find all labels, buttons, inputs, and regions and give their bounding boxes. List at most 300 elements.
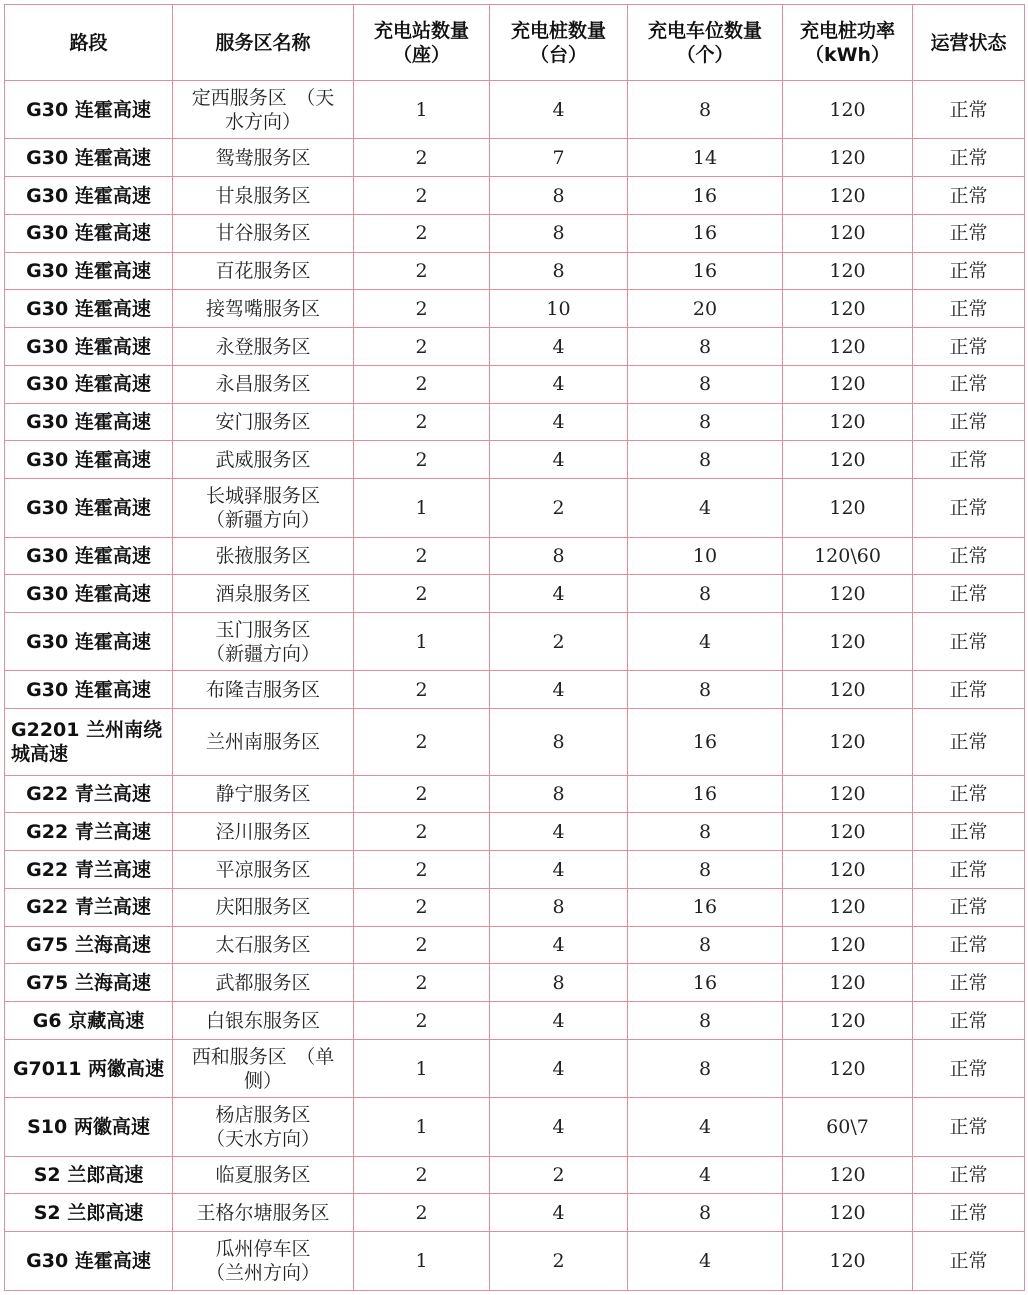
service-area-cell xyxy=(173,775,354,813)
status-cell: 正常 xyxy=(913,775,1025,813)
table-row xyxy=(5,328,1025,366)
service-area-cell xyxy=(173,709,354,775)
road-cell xyxy=(5,964,173,1002)
header-label: （座） xyxy=(392,43,450,66)
pile-count-cell: 8 xyxy=(490,709,628,775)
space-count-cell: 4 xyxy=(628,479,783,537)
space-count-cell: 4 xyxy=(628,1156,783,1194)
table-row xyxy=(5,177,1025,215)
header-status xyxy=(913,5,1025,81)
road-cell xyxy=(5,1098,173,1156)
service-area-cell-text: 武都服务区 xyxy=(215,971,311,994)
road-cell-text: G30 连霍高速 xyxy=(26,630,151,653)
road-cell xyxy=(5,252,173,290)
station-count-cell: 2 xyxy=(354,537,490,575)
header-station-count xyxy=(354,5,490,81)
pile-count-cell: 4 xyxy=(490,575,628,613)
road-cell xyxy=(5,479,173,537)
road-cell xyxy=(5,441,173,479)
pile-count-cell: 10 xyxy=(490,290,628,328)
road-cell-text: G30 连霍高速 xyxy=(26,1250,151,1273)
table-row xyxy=(5,441,1025,479)
header-label: （台） xyxy=(529,43,587,66)
status-cell: 正常 xyxy=(913,671,1025,709)
station-count-cell: 1 xyxy=(354,613,490,671)
road-cell-text: G22 青兰高速 xyxy=(26,858,151,881)
status-cell: 正常 xyxy=(913,1232,1025,1291)
pile-count-cell: 4 xyxy=(490,1194,628,1232)
table-row xyxy=(5,613,1025,671)
service-area-cell-text: 兰州南服务区 xyxy=(205,730,320,753)
road-cell xyxy=(5,1039,173,1097)
pile-power-cell: 120 xyxy=(783,177,913,215)
service-area-cell-text: 定西服务区 （天 xyxy=(191,86,335,109)
road-cell-text: S10 两徽高速 xyxy=(27,1116,150,1139)
service-area-cell xyxy=(173,851,354,889)
status-cell: 正常 xyxy=(913,214,1025,252)
status-cell: 正常 xyxy=(913,1002,1025,1040)
space-count-cell: 8 xyxy=(628,813,783,851)
table-row xyxy=(5,365,1025,403)
pile-count-cell: 4 xyxy=(490,328,628,366)
service-area-cell-text: 武威服务区 xyxy=(215,448,311,471)
station-count-cell: 2 xyxy=(354,775,490,813)
road-cell-text: G22 青兰高速 xyxy=(26,896,151,919)
road-cell xyxy=(5,365,173,403)
table-row xyxy=(5,926,1025,964)
pile-power-cell: 120 xyxy=(783,964,913,1002)
station-count-cell: 2 xyxy=(354,1194,490,1232)
space-count-cell: 4 xyxy=(628,613,783,671)
status-cell: 正常 xyxy=(913,888,1025,926)
pile-count-cell: 8 xyxy=(490,537,628,575)
service-area-cell xyxy=(173,575,354,613)
station-count-cell: 1 xyxy=(354,1039,490,1097)
service-area-cell-text: 酒泉服务区 xyxy=(215,582,311,605)
service-area-cell xyxy=(173,888,354,926)
service-area-cell xyxy=(173,1156,354,1194)
station-count-cell: 2 xyxy=(354,709,490,775)
road-cell-text: S2 兰郎高速 xyxy=(33,1164,144,1187)
station-count-cell: 2 xyxy=(354,851,490,889)
status-cell: 正常 xyxy=(913,403,1025,441)
road-cell-text: G30 连霍高速 xyxy=(26,222,151,245)
space-count-cell: 8 xyxy=(628,81,783,139)
header-label: 运营状态 xyxy=(930,31,1007,54)
road-cell xyxy=(5,177,173,215)
service-area-cell xyxy=(173,1002,354,1040)
pile-power-cell: 120 xyxy=(783,1156,913,1194)
status-cell: 正常 xyxy=(913,328,1025,366)
service-area-cell-text: 平凉服务区 xyxy=(215,858,311,881)
road-cell-text: G30 连霍高速 xyxy=(26,373,151,396)
road-cell xyxy=(5,709,173,775)
space-count-cell: 20 xyxy=(628,290,783,328)
header-service-area xyxy=(173,5,354,81)
pile-count-cell: 4 xyxy=(490,851,628,889)
road-cell-text: G30 连霍高速 xyxy=(26,582,151,605)
space-count-cell: 8 xyxy=(628,403,783,441)
service-area-cell xyxy=(173,964,354,1002)
space-count-cell: 8 xyxy=(628,851,783,889)
service-area-cell-text: 长城驿服务区 xyxy=(205,484,320,507)
header-pile-power xyxy=(783,5,913,81)
service-area-cell-text: 王格尔塘服务区 xyxy=(196,1201,330,1224)
space-count-cell: 4 xyxy=(628,1098,783,1156)
pile-power-cell: 120 xyxy=(783,613,913,671)
road-cell-text: G22 青兰高速 xyxy=(26,820,151,843)
pile-count-cell: 8 xyxy=(490,177,628,215)
service-area-cell-text: 临夏服务区 xyxy=(215,1164,311,1187)
pile-power-cell: 120 xyxy=(783,252,913,290)
service-area-cell xyxy=(173,252,354,290)
status-cell: 正常 xyxy=(913,365,1025,403)
service-area-cell-text: 布隆吉服务区 xyxy=(205,678,320,701)
pile-power-cell: 120 xyxy=(783,1039,913,1097)
road-cell-text: G30 连霍高速 xyxy=(26,411,151,434)
road-cell xyxy=(5,671,173,709)
status-cell: 正常 xyxy=(913,813,1025,851)
pile-power-cell: 120 xyxy=(783,671,913,709)
road-cell-text: G2201 兰州南绕 xyxy=(11,718,163,741)
station-count-cell: 2 xyxy=(354,671,490,709)
pile-power-cell: 120 xyxy=(783,1194,913,1232)
pile-power-cell: 120 xyxy=(783,709,913,775)
header-label: 服务区名称 xyxy=(215,31,311,54)
status-cell: 正常 xyxy=(913,252,1025,290)
pile-count-cell: 4 xyxy=(490,403,628,441)
pile-power-cell: 120 xyxy=(783,81,913,139)
service-area-cell xyxy=(173,328,354,366)
station-count-cell: 2 xyxy=(354,365,490,403)
station-count-cell: 2 xyxy=(354,964,490,1002)
pile-count-cell: 7 xyxy=(490,139,628,177)
station-count-cell: 1 xyxy=(354,1098,490,1156)
pile-power-cell: 120 xyxy=(783,365,913,403)
pile-power-cell: 120 xyxy=(783,214,913,252)
status-cell: 正常 xyxy=(913,1039,1025,1097)
service-area-cell-text: （天水方向） xyxy=(205,1128,320,1151)
table-row xyxy=(5,81,1025,139)
service-area-cell xyxy=(173,81,354,139)
station-count-cell: 2 xyxy=(354,575,490,613)
road-cell-text: G30 连霍高速 xyxy=(26,297,151,320)
status-cell: 正常 xyxy=(913,441,1025,479)
station-count-cell: 1 xyxy=(354,479,490,537)
road-cell xyxy=(5,139,173,177)
service-area-cell xyxy=(173,1039,354,1097)
road-cell xyxy=(5,813,173,851)
pile-count-cell: 2 xyxy=(490,1156,628,1194)
road-cell xyxy=(5,537,173,575)
pile-power-cell: 120 xyxy=(783,328,913,366)
table-row xyxy=(5,964,1025,1002)
status-cell: 正常 xyxy=(913,926,1025,964)
station-count-cell: 2 xyxy=(354,888,490,926)
road-cell xyxy=(5,1156,173,1194)
road-cell-text: G30 连霍高速 xyxy=(26,448,151,471)
pile-count-cell: 4 xyxy=(490,1098,628,1156)
road-cell xyxy=(5,403,173,441)
road-cell-text: G30 连霍高速 xyxy=(26,260,151,283)
pile-count-cell: 4 xyxy=(490,441,628,479)
service-area-cell xyxy=(173,1098,354,1156)
space-count-cell: 10 xyxy=(628,537,783,575)
table-body xyxy=(5,81,1025,1291)
table-row xyxy=(5,403,1025,441)
service-area-cell-text: 安门服务区 xyxy=(215,411,311,434)
road-cell xyxy=(5,575,173,613)
pile-count-cell: 4 xyxy=(490,1039,628,1097)
service-area-cell-text: 鸳鸯服务区 xyxy=(215,146,311,169)
pile-power-cell: 120 xyxy=(783,575,913,613)
space-count-cell: 16 xyxy=(628,252,783,290)
table-row xyxy=(5,1156,1025,1194)
station-count-cell: 2 xyxy=(354,1156,490,1194)
header-road xyxy=(5,5,173,81)
space-count-cell: 8 xyxy=(628,1194,783,1232)
table-row xyxy=(5,290,1025,328)
pile-count-cell: 2 xyxy=(490,1232,628,1291)
space-count-cell: 16 xyxy=(628,214,783,252)
road-cell-text: G30 连霍高速 xyxy=(26,98,151,121)
station-count-cell: 2 xyxy=(354,252,490,290)
table-row xyxy=(5,1002,1025,1040)
road-cell xyxy=(5,613,173,671)
status-cell: 正常 xyxy=(913,81,1025,139)
header-space-count xyxy=(628,5,783,81)
table-row xyxy=(5,813,1025,851)
service-area-cell xyxy=(173,177,354,215)
pile-count-cell: 4 xyxy=(490,671,628,709)
road-cell-text: G30 连霍高速 xyxy=(26,146,151,169)
table-row xyxy=(5,1194,1025,1232)
pile-count-cell: 4 xyxy=(490,1002,628,1040)
pile-power-cell: 60\7 xyxy=(783,1098,913,1156)
road-cell xyxy=(5,851,173,889)
table-row xyxy=(5,139,1025,177)
header-label: 充电车位数量 xyxy=(647,19,762,42)
road-cell-text: G30 连霍高速 xyxy=(26,335,151,358)
table-row xyxy=(5,214,1025,252)
status-cell: 正常 xyxy=(913,964,1025,1002)
header-label: 充电桩功率 xyxy=(799,19,895,42)
station-count-cell: 2 xyxy=(354,139,490,177)
road-cell-text: G7011 两徽高速 xyxy=(12,1057,165,1080)
station-count-cell: 2 xyxy=(354,214,490,252)
service-area-cell-text: 永登服务区 xyxy=(215,335,311,358)
header-label: 充电站数量 xyxy=(373,19,469,42)
space-count-cell: 16 xyxy=(628,177,783,215)
status-cell: 正常 xyxy=(913,537,1025,575)
service-area-cell-text: （新疆方向） xyxy=(205,508,320,531)
pile-power-cell: 120 xyxy=(783,290,913,328)
space-count-cell: 8 xyxy=(628,1002,783,1040)
table-row xyxy=(5,775,1025,813)
pile-count-cell: 8 xyxy=(490,964,628,1002)
service-area-cell-text: （新疆方向） xyxy=(205,642,320,665)
service-area-cell-text: 甘谷服务区 xyxy=(215,222,311,245)
space-count-cell: 8 xyxy=(628,365,783,403)
service-area-cell xyxy=(173,1232,354,1291)
service-area-cell-text: 玉门服务区 xyxy=(215,618,311,641)
service-area-cell xyxy=(173,290,354,328)
space-count-cell: 16 xyxy=(628,775,783,813)
road-cell xyxy=(5,1194,173,1232)
space-count-cell: 8 xyxy=(628,575,783,613)
station-count-cell: 2 xyxy=(354,441,490,479)
pile-power-cell: 120 xyxy=(783,479,913,537)
service-area-cell xyxy=(173,613,354,671)
pile-power-cell: 120 xyxy=(783,888,913,926)
pile-power-cell: 120 xyxy=(783,139,913,177)
space-count-cell: 4 xyxy=(628,1232,783,1291)
road-cell-text: G30 连霍高速 xyxy=(26,544,151,567)
service-area-cell xyxy=(173,1194,354,1232)
service-area-cell-text: 庆阳服务区 xyxy=(215,896,311,919)
pile-power-cell: 120 xyxy=(783,775,913,813)
pile-count-cell: 4 xyxy=(490,81,628,139)
table-row xyxy=(5,888,1025,926)
pile-power-cell: 120 xyxy=(783,1232,913,1291)
service-area-cell-text: 接驾嘴服务区 xyxy=(205,297,320,320)
road-cell-text: G22 青兰高速 xyxy=(26,783,151,806)
service-area-cell-text: 瓜州停车区 xyxy=(215,1238,311,1261)
status-cell: 正常 xyxy=(913,1156,1025,1194)
road-cell-text: G75 兰海高速 xyxy=(26,971,151,994)
table-row xyxy=(5,479,1025,537)
station-count-cell: 2 xyxy=(354,926,490,964)
road-cell xyxy=(5,1002,173,1040)
road-cell-text: G30 连霍高速 xyxy=(26,678,151,701)
service-area-cell-text: 永昌服务区 xyxy=(215,373,311,396)
service-area-cell-text: 百花服务区 xyxy=(215,260,311,283)
space-count-cell: 8 xyxy=(628,328,783,366)
pile-count-cell: 4 xyxy=(490,813,628,851)
pile-count-cell: 8 xyxy=(490,888,628,926)
road-cell-text: G6 京藏高速 xyxy=(32,1009,145,1032)
service-area-cell-text: 侧） xyxy=(243,1069,282,1092)
service-area-cell xyxy=(173,671,354,709)
space-count-cell: 16 xyxy=(628,709,783,775)
status-cell: 正常 xyxy=(913,613,1025,671)
status-cell: 正常 xyxy=(913,1098,1025,1156)
service-area-cell-text: 白银东服务区 xyxy=(205,1009,320,1032)
status-cell: 正常 xyxy=(913,177,1025,215)
pile-power-cell: 120 xyxy=(783,403,913,441)
pile-count-cell: 8 xyxy=(490,775,628,813)
service-area-cell xyxy=(173,214,354,252)
status-cell: 正常 xyxy=(913,575,1025,613)
status-cell: 正常 xyxy=(913,139,1025,177)
table-header xyxy=(5,5,1025,81)
service-area-cell-text: 西和服务区 （单 xyxy=(191,1045,335,1068)
station-count-cell: 2 xyxy=(354,290,490,328)
service-area-cell xyxy=(173,926,354,964)
status-cell: 正常 xyxy=(913,851,1025,889)
road-cell-text: 城高速 xyxy=(11,742,69,765)
table-row xyxy=(5,1039,1025,1097)
station-count-cell: 2 xyxy=(354,403,490,441)
road-cell-text: G30 连霍高速 xyxy=(26,184,151,207)
table-row xyxy=(5,709,1025,775)
service-area-cell-text: 泾川服务区 xyxy=(215,820,311,843)
service-area-cell xyxy=(173,479,354,537)
service-area-cell-text: 静宁服务区 xyxy=(215,783,311,806)
road-cell xyxy=(5,775,173,813)
space-count-cell: 8 xyxy=(628,926,783,964)
road-cell xyxy=(5,290,173,328)
header-row xyxy=(5,5,1025,81)
pile-count-cell: 4 xyxy=(490,926,628,964)
space-count-cell: 14 xyxy=(628,139,783,177)
service-area-cell xyxy=(173,537,354,575)
table-row xyxy=(5,1232,1025,1291)
pile-power-cell: 120 xyxy=(783,1002,913,1040)
table-row xyxy=(5,537,1025,575)
header-label: （个） xyxy=(676,43,734,66)
road-cell xyxy=(5,214,173,252)
status-cell: 正常 xyxy=(913,709,1025,775)
station-count-cell: 2 xyxy=(354,328,490,366)
pile-count-cell: 2 xyxy=(490,479,628,537)
charging-stations-table xyxy=(4,4,1025,1291)
service-area-cell-text: 张掖服务区 xyxy=(215,544,311,567)
road-cell xyxy=(5,888,173,926)
status-cell: 正常 xyxy=(913,1194,1025,1232)
service-area-cell xyxy=(173,813,354,851)
service-area-cell xyxy=(173,441,354,479)
station-count-cell: 1 xyxy=(354,1232,490,1291)
pile-count-cell: 8 xyxy=(490,214,628,252)
road-cell xyxy=(5,1232,173,1291)
road-cell-text: G30 连霍高速 xyxy=(26,496,151,519)
station-count-cell: 2 xyxy=(354,177,490,215)
service-area-cell xyxy=(173,403,354,441)
pile-power-cell: 120 xyxy=(783,851,913,889)
service-area-cell-text: 水方向） xyxy=(224,110,301,133)
table-row xyxy=(5,1098,1025,1156)
pile-count-cell: 4 xyxy=(490,365,628,403)
space-count-cell: 16 xyxy=(628,888,783,926)
pile-count-cell: 8 xyxy=(490,252,628,290)
station-count-cell: 1 xyxy=(354,81,490,139)
table-row xyxy=(5,252,1025,290)
service-area-cell xyxy=(173,139,354,177)
table-row xyxy=(5,851,1025,889)
road-cell xyxy=(5,328,173,366)
pile-count-cell: 2 xyxy=(490,613,628,671)
space-count-cell: 8 xyxy=(628,1039,783,1097)
station-count-cell: 2 xyxy=(354,1002,490,1040)
road-cell-text: S2 兰郎高速 xyxy=(33,1201,144,1224)
service-area-cell-text: 杨店服务区 xyxy=(215,1104,311,1127)
pile-power-cell: 120 xyxy=(783,926,913,964)
pile-power-cell: 120 xyxy=(783,813,913,851)
service-area-cell xyxy=(173,365,354,403)
status-cell: 正常 xyxy=(913,290,1025,328)
road-cell xyxy=(5,926,173,964)
road-cell-text: G75 兰海高速 xyxy=(26,934,151,957)
table-row xyxy=(5,575,1025,613)
station-count-cell: 2 xyxy=(354,813,490,851)
service-area-cell-text: （兰州方向） xyxy=(205,1262,320,1285)
header-pile-count xyxy=(490,5,628,81)
space-count-cell: 8 xyxy=(628,441,783,479)
header-label: （kWh） xyxy=(804,43,891,66)
header-label: 路段 xyxy=(69,31,108,54)
service-area-cell-text: 太石服务区 xyxy=(215,934,311,957)
